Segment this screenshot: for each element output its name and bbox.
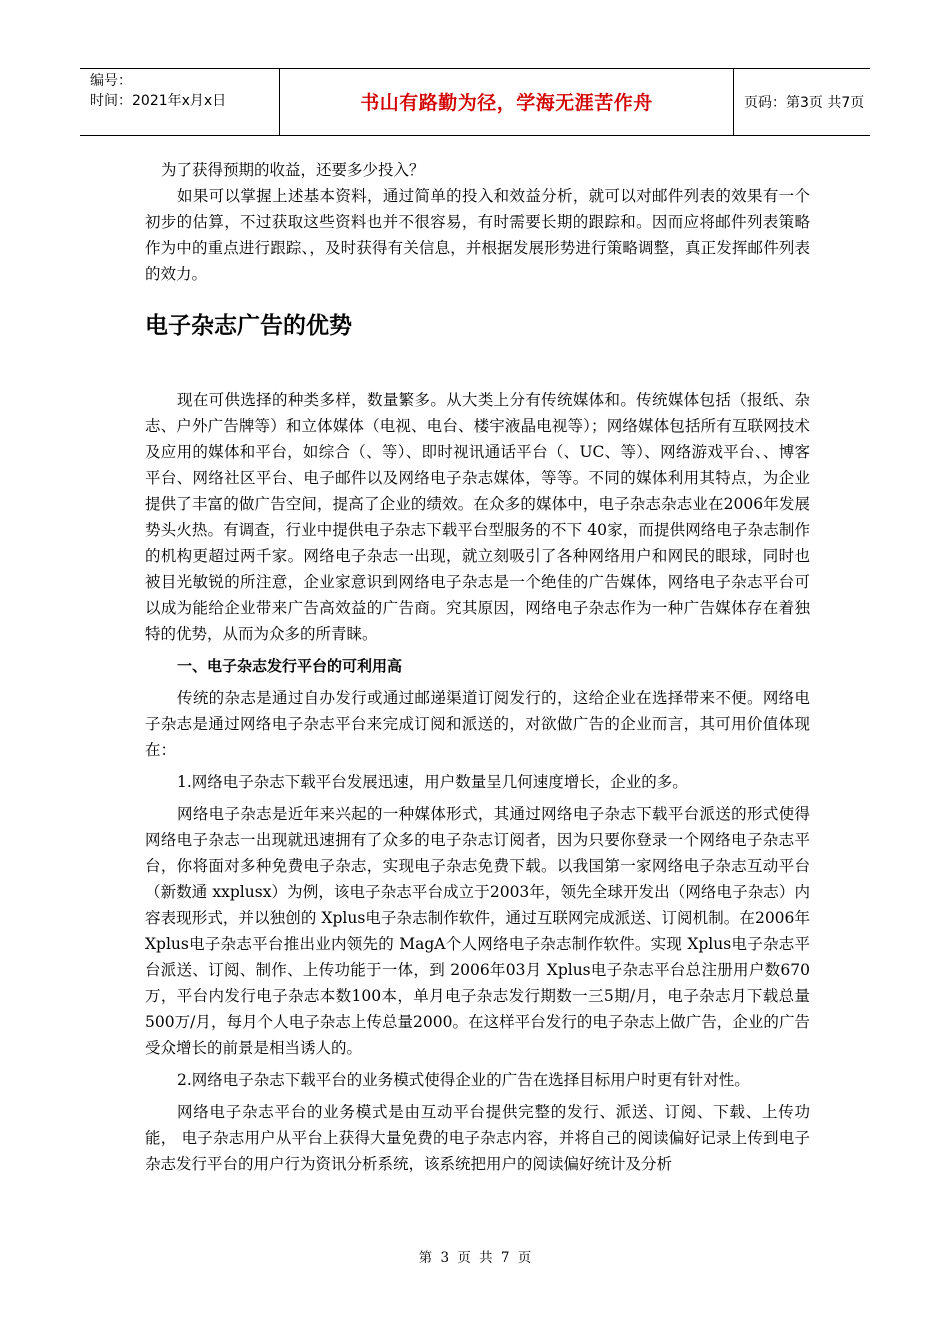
page-footer: 第 3 页 共 7 页 (418, 1250, 532, 1266)
section-paragraph-2: 传统的杂志是通过自办发行或通过邮递渠道订阅发行的，这给企业在选择带来不便。网络电子杂志是通过网络电子杂志平台来完成订阅和派送的，对欲做广告的企业而言，其可用价值体现在： (145, 689, 810, 759)
section-title: 电子杂志广告的优势 (145, 313, 352, 339)
header-motto: 书山有路勤为径，学海无涯苦作舟 (280, 69, 734, 135)
header-page-info: 页码：第3页 共7页 (744, 95, 865, 111)
header-table (80, 68, 870, 136)
sub-heading-1: 一、电子杂志发行平台的可利用高 (177, 657, 403, 675)
section-paragraph-1: 现在可供选择的种类多样，数量繁多。从大类上分有传统媒体和。传统媒体包括（报纸、杂志、户外广告牌等）和立体媒体（电视、电台、楼宇液晶电视等）；网络媒体包括所有互联网技术及应用的媒体和平台，如综合（、等）、即时视讯通话平台（、UC、等）、网络游戏平台、、博客平台、网络社区平台、电子邮件以及网络电子杂志媒体，等等。不同的媒体利用其特点，为企业提供了丰富的做广告空间，提高了企业的绩效。在众多的媒体中，电子杂志杂志业在2006年发展势头火热。有调查，行业中提供电子杂志下载平台型服务的不下 40家，而提供网络电子杂志制作的机构更超过两千家。网络电子杂志一出现，就立刻吸引了各种网络用户和网民的眼球，同时也被目光敏锐的所注意，企业家意识到网络电子杂志是一个绝佳的广告媒体，网络电子杂志平台可以成为能给企业带来广告高效益的广告商。究其原因，网络电子杂志作为一种广告媒体存在着独特的优势，从而为众多的所青睐。 (145, 391, 810, 643)
intro-block (145, 157, 810, 287)
intro-paragraph-2: 如果可以掌握上述基本资料，通过简单的投入和效益分析，就可以对邮件列表的效果有一个初步的估算，不过获取这些资料也并不很容易，有时需要长期的跟踪和。因而应将邮件列表策略作为中的重点进行跟踪、，及时获得有关信息，并根据发展形势进行策略调整，真正发挥邮件列表的效力。 (145, 187, 810, 283)
section-body (145, 387, 810, 1177)
intro-paragraph-1: 为了获得预期的收益，还要多少投入？ (161, 161, 425, 179)
header-left-cell (80, 69, 280, 135)
list-item-2: 2.网络电子杂志下载平台的业务模式使得企业的广告在选择目标用户时更有针对性。 (177, 1071, 750, 1089)
section-paragraph-3: 网络电子杂志是近年来兴起的一种媒体形式，其通过网络电子杂志下载平台派送的形式使得网络电子杂志一出现就迅速拥有了众多的电子杂志订阅者，因为只要你登录一个网络电子杂志平台，你将面对多种免费电子杂志，实现电子杂志免费下载。以我国第一家网络电子杂志互动平台（新数通 xxplusx）为例，该电子杂志平台成立于2003年，领先全球开发出（网络电子杂志）内容表现形式，并以独创的 Xplus电子杂志制作软件，通过互联网完成派送、订阅机制。在2006年 Xplus电子杂志平台推出业内领先的 MagA个人网络电子杂志制作软件。实现 Xplus电子杂志平台派送、订阅、制作、上传功能于一体，到 2006年03月 Xplus电子杂志平台总注册用户数670万，平台内发行电子杂志本数100本，单月电子杂志发行期数一三5期/月，电子杂志月下载总量 500万/月，每月个人电子杂志上传总量2000。在这样平台发行的电子杂志上做广告，企业的广告受众增长的前景是相当诱人的。 (145, 805, 810, 1057)
number-label: 编号： (90, 73, 132, 89)
section-paragraph-4: 网络电子杂志平台的业务模式是由互动平台提供完整的发行、派送、订阅、下载、上传功能， 电子杂志用户从平台上获得大量免费的电子杂志内容，并将自己的阅读偏好记录上传到电子杂志发行平台的用户行为资讯分析系统，该系统把用户的阅读偏好统计及分析 (145, 1103, 810, 1173)
time-label: 时间：2021年x月x日 (90, 93, 227, 109)
list-item-1: 1.网络电子杂志下载平台发展迅速，用户数量呈几何速度增长，企业的多。 (177, 773, 688, 791)
